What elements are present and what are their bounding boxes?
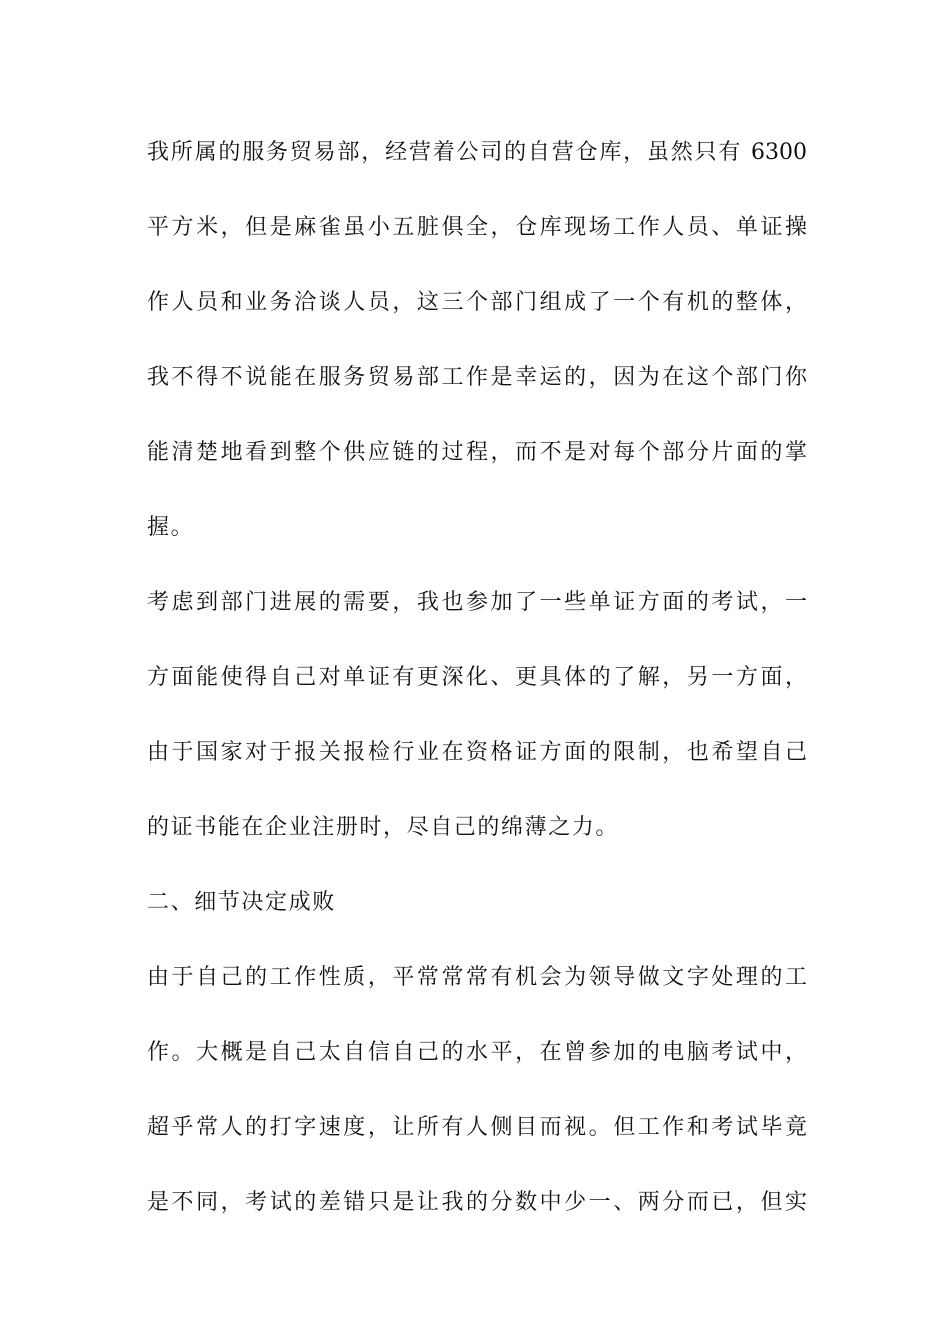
body-text [147,127,807,1252]
text-line: 我不得不说能在服务贸易部工作是幸运的，因为在这个部门你 [147,365,807,390]
text-line: 方面能使得自己对单证有更深化、更具体的了解，另一方面， [147,665,807,690]
text-line: 平方米，但是麻雀虽小五脏俱全，仓库现场工作人员、单证操 [147,215,807,240]
text-line: 由于国家对于报关报检行业在资格证方面的限制，也希望自己 [147,740,807,765]
text-line: 考虑到部门进展的需要，我也参加了一些单证方面的考试，一 [147,590,807,615]
text-line: 是不同，考试的差错只是让我的分数中少一、两分而已，但实 [147,1190,807,1215]
text-line: 我所属的服务贸易部，经营着公司的自营仓库，虽然只有 6300 [147,140,807,165]
text-line: 的证书能在企业注册时，尽自己的绵薄之力。 [147,815,620,840]
text-line: 超乎常人的打字速度，让所有人侧目而视。但工作和考试毕竟 [147,1115,807,1140]
text-line: 二、细节决定成败 [147,890,336,915]
text-line: 作。大概是自己太自信自己的水平，在曾参加的电脑考试中， [147,1040,807,1065]
text-line: 握。 [147,515,195,540]
text-line: 作人员和业务洽谈人员，这三个部门组成了一个有机的整体， [147,290,807,315]
text-line: 由于自己的工作性质，平常常常有机会为领导做文字处理的工 [147,965,807,990]
text-line: 能清楚地看到整个供应链的过程，而不是对每个部分片面的掌 [147,440,807,465]
